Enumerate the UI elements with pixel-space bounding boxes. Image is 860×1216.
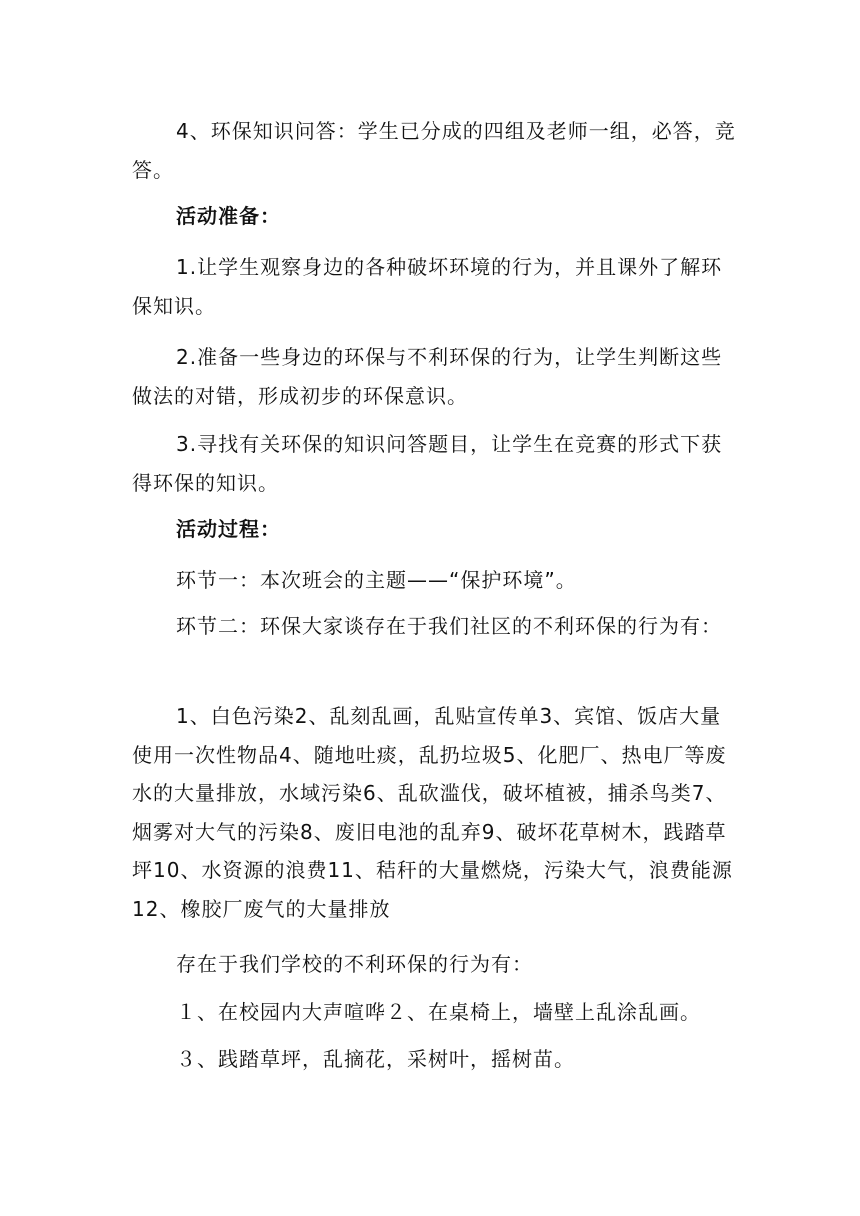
paragraph-school-heading: 存在于我们学校的不利环保的行为有：	[176, 952, 533, 976]
paragraph-prep-3: 3.寻找有关环保的知识问答题目，让学生在竞赛的形式下获得环保的知识。	[132, 432, 723, 495]
paragraph-prep-1: 1.让学生观察身边的各种破坏环境的行为，并且课外了解环保知识。	[132, 255, 723, 318]
heading-process: 活动过程：	[176, 517, 281, 541]
paragraph-school-1: １、在校园内大声喧哗２、在桌椅上，墙壁上乱涂乱画。	[176, 1000, 701, 1024]
paragraph-quiz: 4、环保知识问答：学生已分成的四组及老师一组，必答，竞答。	[132, 119, 736, 182]
paragraph-step-1: 环节一：本次班会的主题——“保护环境”。	[176, 568, 577, 592]
paragraph-school-2: ３、践踏草坪，乱摘花，采树叶，摇树苗。	[176, 1047, 575, 1071]
paragraph-step-2: 环节二：环保大家谈存在于我们社区的不利环保的行为有：	[176, 614, 722, 638]
paragraph-community-list: 1、白色污染2、乱刻乱画，乱贴宣传单3、宾馆、饭店大量使用一次性物品4、随地吐痰，乱扔垃圾5、化肥厂、热电厂等废水的大量排放，水域污染6、乱砍滥伐，破坏植被，捕杀鸟类7、烟雾对大气的污染8、废旧电池的乱弃9、破坏花草树木，践踏草坪10、水资源的浪费11、秸秆的大量燃烧，污染大气，浪费能源12、橡胶厂废气的大量排放	[132, 704, 733, 921]
heading-preparation: 活动准备：	[176, 204, 281, 228]
paragraph-prep-2: 2.准备一些身边的环保与不利环保的行为，让学生判断这些做法的对错，形成初步的环保意识。	[132, 345, 723, 408]
